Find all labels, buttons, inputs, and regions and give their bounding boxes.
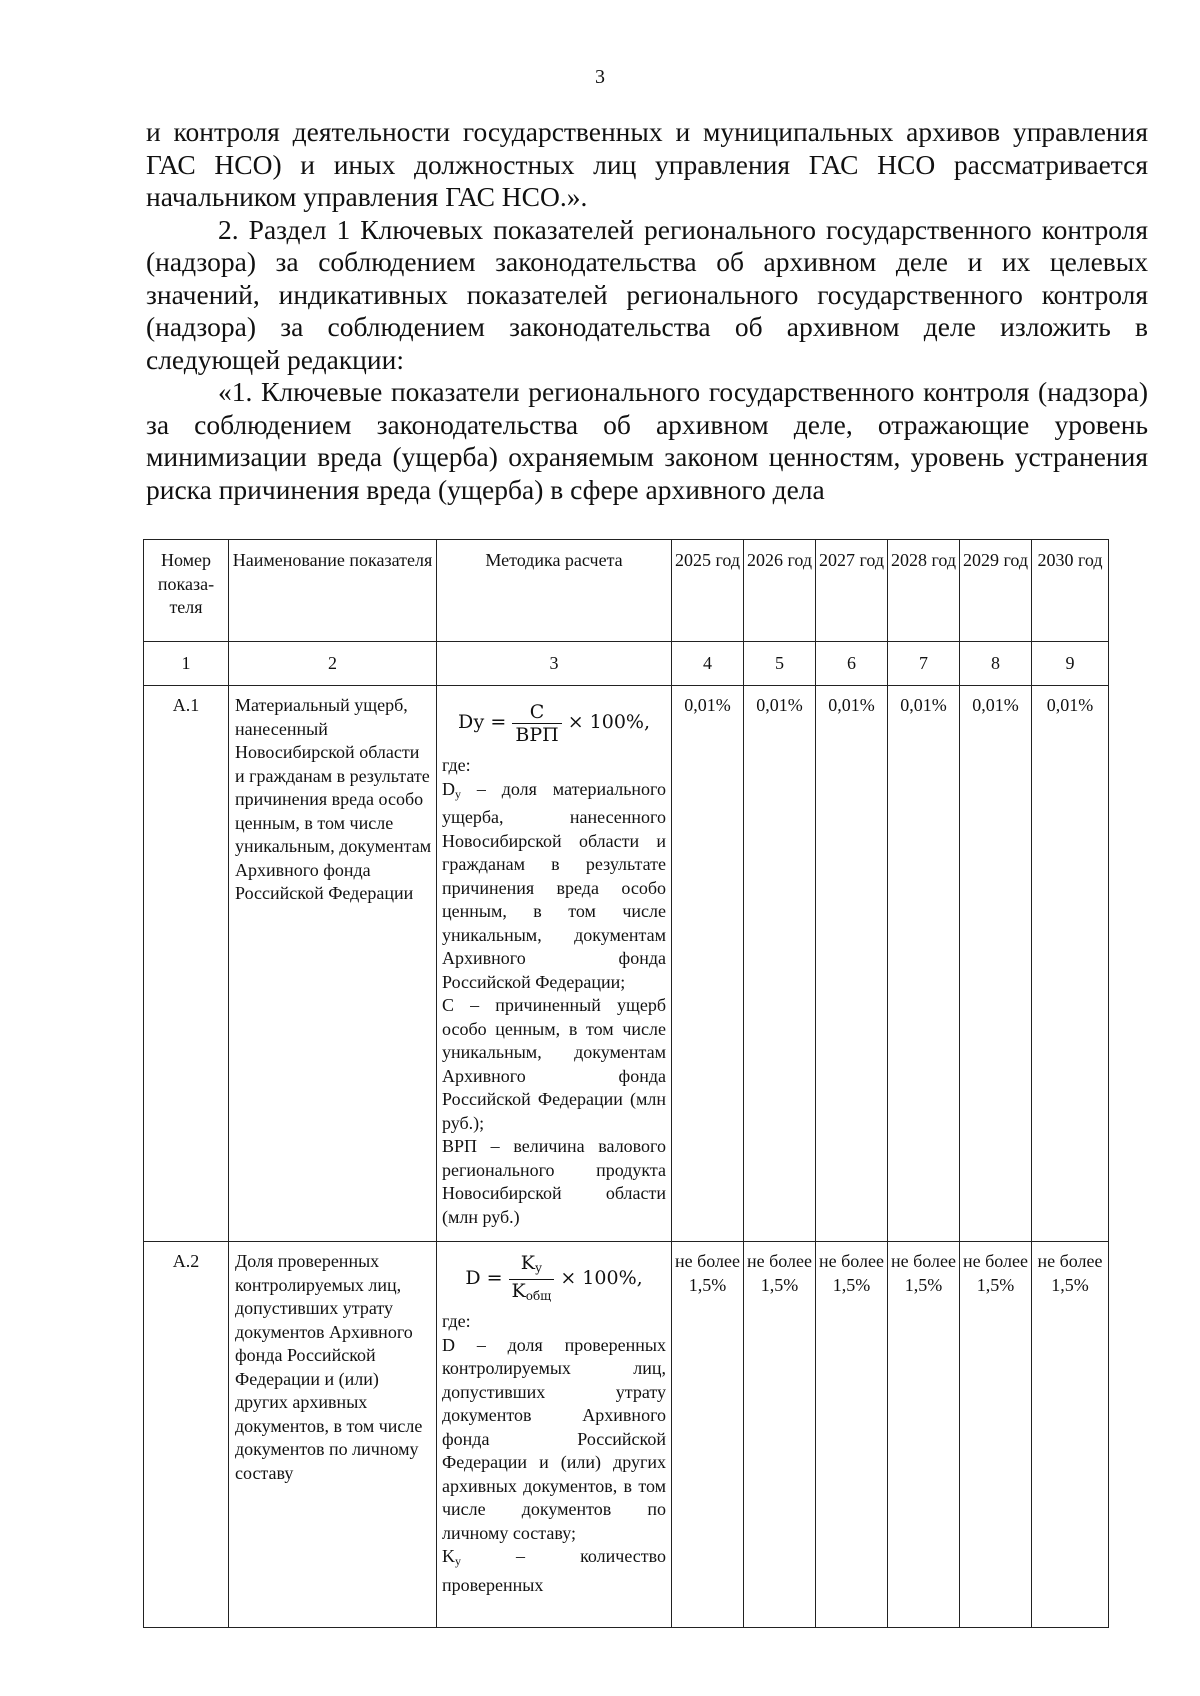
table-row-a2 (144, 1242, 1109, 1628)
indicator-name: Доля проверенных контролируемых лиц, допустивших утрату документов Архивного фонда Российской Федерации и (или) других архивных документов, в том числе документов по личному составу (229, 1242, 437, 1628)
header-2030: 2030 год (1032, 540, 1109, 642)
value-2026: не более 1,5% (744, 1242, 816, 1628)
definition-d: D – доля проверенных контролируемых лиц, допустивших утрату документов Архивного фонда Российской Федерации и (или) других архивных документов, в том числе документов по личному составу; (442, 1334, 666, 1543)
column-number: 5 (744, 642, 816, 686)
paragraph-key-indicators-title: «1. Ключевые показатели регионального государственного контроля (надзора) за соблюдением законодательства об архивном деле, отражающие уровень минимизации вреда (ущерба) охраняемым законом ценностям, уровень устранения риска причинения вреда (ущерба) в сфере архивного дела (146, 376, 1148, 505)
definition-du-text: – доля материального ущерба, нанесенного Новосибирской области и гражданам в результате причинения вреда особо ценным, в том числе уникальным, документам Архивного фонда Российской Федерации; (442, 778, 666, 992)
formula-denominator: ВРП (512, 723, 561, 746)
header-method: Методика расчета (437, 540, 672, 642)
definition-du (442, 778, 666, 995)
value-2028: не более 1,5% (888, 1242, 960, 1628)
value-2027: не более 1,5% (816, 1242, 888, 1628)
value-2025: 0,01% (672, 686, 744, 1242)
calculation-method (437, 686, 672, 1242)
value-2029: 0,01% (960, 686, 1032, 1242)
header-name: Наименование показателя (229, 540, 437, 642)
definition-ku-text: – количество проверенных (442, 1546, 666, 1595)
header-2027: 2027 год (816, 540, 888, 642)
formula-lhs: D = (465, 1267, 503, 1290)
table-row-a1 (144, 686, 1109, 1242)
calculation-method (437, 1242, 672, 1628)
symbol-subscript: общ (525, 1288, 552, 1303)
where-label: где: (442, 755, 471, 775)
column-number: 3 (437, 642, 672, 686)
value-2030: 0,01% (1032, 686, 1109, 1242)
formula-fraction (512, 701, 561, 746)
symbol-k: K (520, 1251, 535, 1274)
column-number: 9 (1032, 642, 1109, 686)
where-label: где: (442, 1311, 471, 1331)
value-2026: 0,01% (744, 686, 816, 1242)
header-2028: 2028 год (888, 540, 960, 642)
formula-damage-share (442, 692, 666, 754)
paragraph-section-change: 2. Раздел 1 Ключевых показателей регионального государственного контроля (надзора) за соблюдением законодательства об архивном деле и их целевых значений, индикативных показателей регионального государственного контроля (надзора) за соблюдением законодательства об архивном деле изложить в следующей редакции: (146, 213, 1148, 375)
header-2025: 2025 год (672, 540, 744, 642)
table-header-row (144, 540, 1109, 642)
column-number: 4 (672, 642, 744, 686)
page-number: 3 (595, 66, 605, 88)
definition-vrp: ВРП – величина валового регионального продукта Новосибирской области (млн руб.) (442, 1136, 666, 1227)
column-number-row (144, 642, 1109, 686)
symbol-subscript: у (455, 1554, 461, 1568)
header-number: Номер показа-теля (144, 540, 229, 642)
value-2025: не более 1,5% (672, 1242, 744, 1628)
column-number: 2 (229, 642, 437, 686)
formula-fraction (509, 1252, 555, 1307)
symbol-k: K (442, 1546, 455, 1566)
symbol-d: D (442, 778, 455, 799)
formula-tail: × 100%, (567, 711, 651, 734)
formula-loss-share (442, 1248, 666, 1310)
formula-denominator (509, 1279, 555, 1307)
header-2029: 2029 год (960, 540, 1032, 642)
value-2027: 0,01% (816, 686, 888, 1242)
indicator-code: А.2 (144, 1242, 229, 1628)
definition-c: С – причиненный ущерб особо ценным, в том числе уникальным, документам Архивного фонда Российской Федерации (млн руб.); (442, 995, 666, 1133)
value-2030: не более 1,5% (1032, 1242, 1109, 1628)
symbol-k: K (511, 1279, 526, 1302)
value-2028: 0,01% (888, 686, 960, 1242)
formula-numerator (518, 1252, 545, 1279)
column-number: 6 (816, 642, 888, 686)
formula-numerator: С (529, 700, 545, 723)
indicators-table (143, 539, 1109, 1628)
symbol-subscript: у (455, 786, 461, 801)
formula-tail: × 100%, (560, 1267, 643, 1290)
header-2026: 2026 год (744, 540, 816, 642)
column-number: 8 (960, 642, 1032, 686)
symbol-subscript: у (535, 1260, 543, 1275)
document-body (146, 116, 1148, 506)
paragraph-continuation: и контроля деятельности государственных и муниципальных архивов управления ГАС НСО) и иных должностных лиц управления ГАС НСО рассматривается начальником управления ГАС НСО.». (146, 116, 1148, 212)
value-2029: не более 1,5% (960, 1242, 1032, 1628)
definition-ku (442, 1545, 666, 1597)
formula-lhs: Dу = (457, 711, 507, 734)
indicator-name: Материальный ущерб, нанесенный Новосибирской области и гражданам в результате причинения вреда особо ценным, в том числе уникальным, документам Архивного фонда Российской Федерации (229, 686, 437, 1242)
indicator-code: А.1 (144, 686, 229, 1242)
column-number: 1 (144, 642, 229, 686)
column-number: 7 (888, 642, 960, 686)
